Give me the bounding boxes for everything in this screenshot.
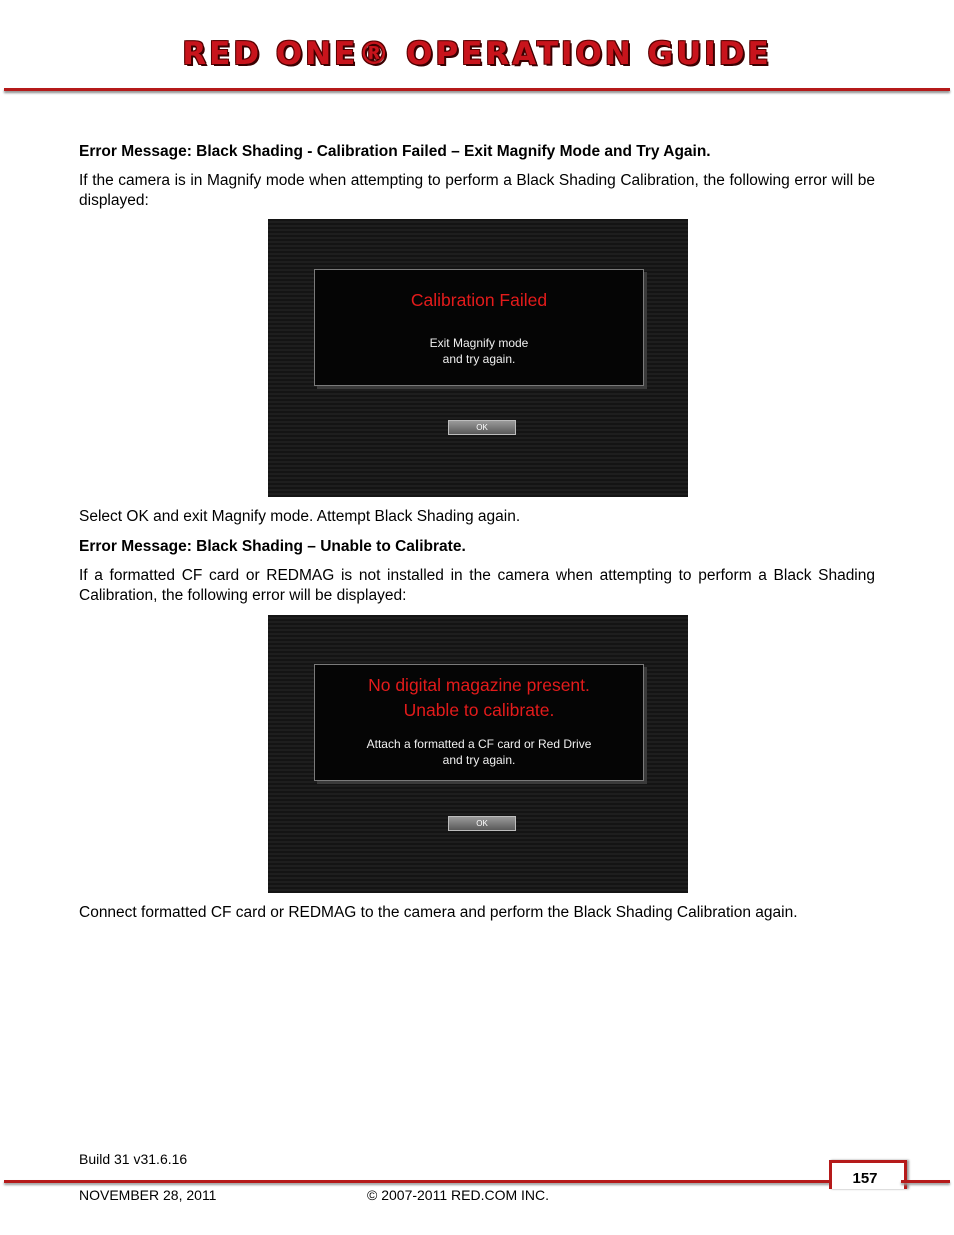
section1-heading: Error Message: Black Shading - Calibration Failed – Exit Magnify Mode and Try Again.	[79, 143, 711, 160]
dialog-message-line: and try again.	[442, 753, 516, 767]
ok-button: OK	[448, 816, 516, 831]
dialog-message-line: Attach a formatted a CF card or Red Drive	[366, 737, 592, 751]
footer-rule-left	[4, 1180, 830, 1183]
section1-followup: Select OK and exit Magnify mode. Attempt Black Shading again.	[79, 508, 521, 525]
calibration-failed-screenshot	[268, 219, 688, 497]
dialog-message-line: Exit Magnify mode	[429, 336, 529, 350]
error-dialog	[314, 664, 644, 781]
page-number: 157	[852, 1170, 878, 1187]
ok-button: OK	[448, 420, 516, 435]
error-dialog	[314, 269, 644, 386]
no-magazine-screenshot	[268, 615, 688, 893]
dialog-title-line: Unable to calibrate.	[403, 700, 555, 720]
dialog-title-line: Calibration Failed	[410, 290, 548, 310]
section1-intro: If the camera is in Magnify mode when attempting to perform a Black Shading Calibration, the following error will be displayed:	[79, 172, 875, 209]
dialog-title-line: No digital magazine present.	[368, 675, 590, 695]
guide-title: RED ONE® OPERATION GUIDE	[182, 36, 772, 72]
footer-rule-right	[901, 1180, 950, 1183]
footer-copyright: © 2007-2011 RED.COM INC.	[367, 1187, 550, 1203]
section2-followup: Connect formatted CF card or REDMAG to the camera and perform the Black Shading Calibration again.	[79, 904, 798, 921]
build-version: Build 31 v31.6.16	[79, 1151, 188, 1167]
dialog-message-line: and try again.	[442, 352, 516, 366]
section2-heading: Error Message: Black Shading – Unable to Calibrate.	[79, 538, 466, 555]
section2-intro: If a formatted CF card or REDMAG is not installed in the camera when attempting to perform a Black Shading Calibration, the following error will be displayed:	[79, 567, 875, 604]
footer-date: NOVEMBER 28, 2011	[79, 1187, 217, 1203]
header-rule	[4, 88, 950, 91]
